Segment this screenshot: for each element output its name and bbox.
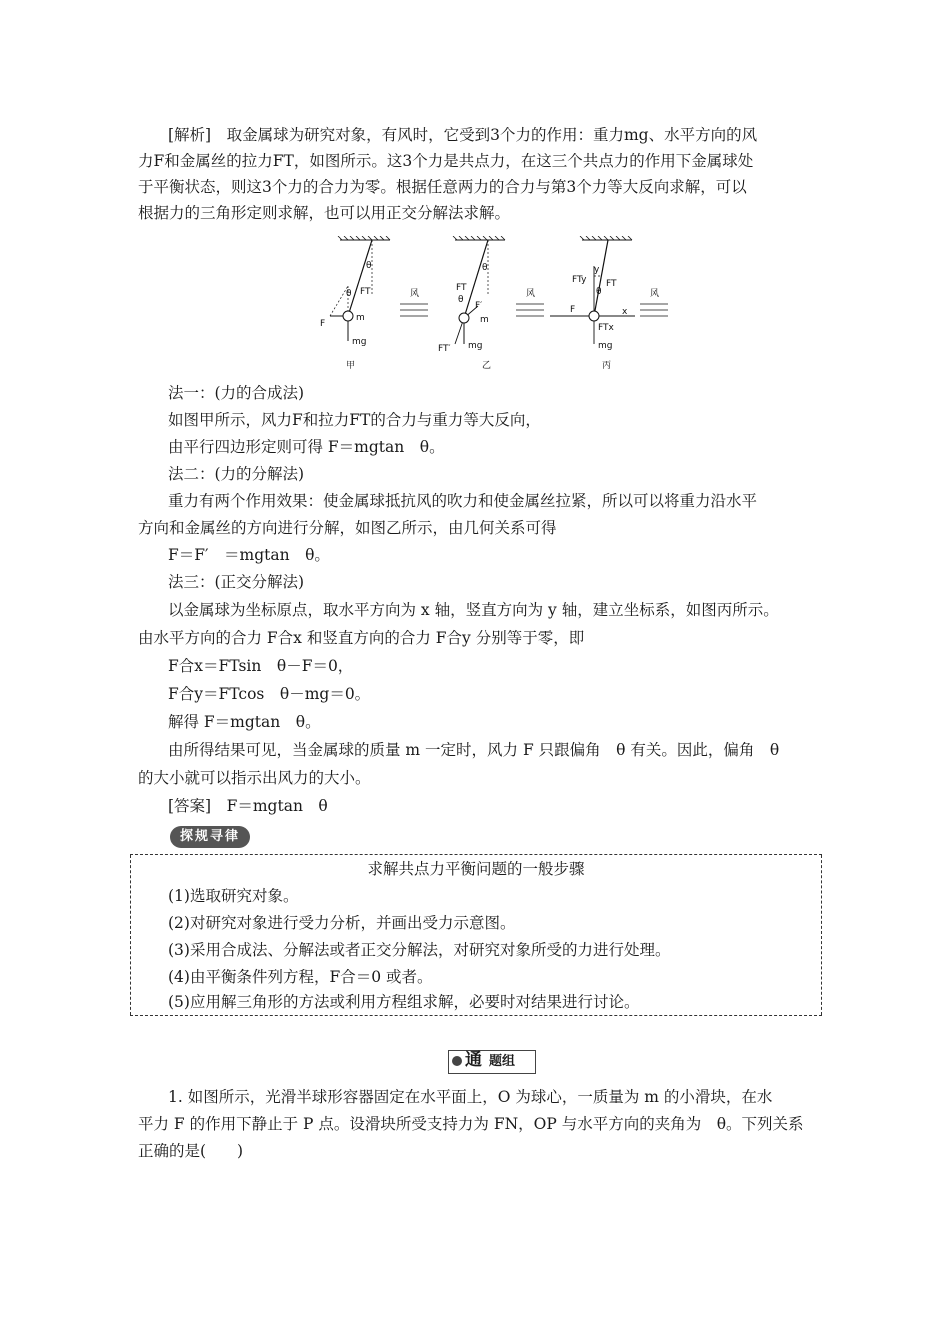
bing-theta-label: θ: [596, 287, 602, 297]
caption-jia: 甲: [346, 361, 356, 371]
method-line-5: 重力有两个作用效果：使金属球抵抗风的吹力和使金属丝拉紧，所以可以将重力沿水平: [168, 492, 758, 510]
summary-step-4: (4)由平衡条件列方程，F合＝0 或者。: [168, 968, 433, 986]
bing-y-label: y: [594, 265, 600, 275]
method-line-15: 的大小就可以指示出风力的大小。: [138, 769, 371, 787]
bing-x-label: x: [622, 307, 628, 317]
jia-theta-label-2: θ: [346, 289, 352, 299]
bing-ft-label: FT: [606, 279, 617, 289]
method-line-12: F合y＝FTcos θ－mg＝0。: [168, 685, 371, 703]
method-line-14: 由所得结果可见，当金属球的质量 m 一定时，风力 F 只跟偏角 θ 有关。因此，偏角 θ: [168, 741, 780, 759]
bing-ftx-label: FTx: [598, 323, 614, 333]
jia-mg-label: mg: [352, 337, 367, 347]
bing-fty-label: FTy: [572, 275, 587, 285]
yi-ft-prime-label: FT′: [438, 344, 451, 354]
box-right-border: [821, 855, 822, 1015]
method-line-11: F合x＝FTsin θ－F＝0，: [168, 657, 354, 675]
summary-step-5: (5)应用解三角形的方法或利用方程组求解，必要时对结果进行讨论。: [168, 993, 640, 1011]
summary-step-3: (3)采用合成法、分解法或者正交分解法，对研究对象所受的力进行处理。: [168, 941, 671, 959]
summary-box-title: 求解共点力平衡问题的一般步骤: [367, 860, 585, 878]
question-line-2: 平力 F 的作用下静止于 P 点。设滑块所受支持力为 FN，OP 与水平方向的夹角为 θ。下列关系: [138, 1115, 804, 1133]
summary-step-1: (1)选取研究对象。: [168, 887, 299, 905]
summary-step-2: (2)对研究对象进行受力分析，并画出受力示意图。: [168, 914, 516, 932]
analysis-line-2: 力F和金属丝的拉力FT，如图所示。这3个力是共点力，在这三个共点力的作用下金属球处: [138, 152, 754, 170]
yi-m-label: m: [480, 315, 489, 325]
yi-f-prime-label: F′: [475, 301, 483, 311]
method-line-3: 由平行四边形定则可得 F＝mgtan θ。: [168, 438, 445, 456]
method-line-8: 法三：(正交分解法): [168, 573, 305, 591]
question-line-3: 正确的是( ): [138, 1142, 244, 1160]
yi-theta-label: θ: [482, 263, 488, 273]
bing-mg-label: mg: [598, 341, 613, 351]
yi-theta-label-2: θ: [458, 295, 464, 305]
summary-box: [130, 854, 822, 1016]
yi-wind-label: 风: [526, 289, 536, 299]
jia-ft-label: FT: [360, 287, 371, 297]
caption-bing: 丙: [602, 361, 612, 371]
bing-wind-label: 风: [650, 289, 660, 299]
method-line-10: 由水平方向的合力 F合x 和竖直方向的合力 F合y 分别等于零，即: [138, 629, 585, 647]
yi-mg-label: mg: [468, 341, 483, 351]
jia-wind-label: 风: [410, 289, 420, 299]
diagram-jia: [320, 236, 428, 371]
jia-theta-label: θ: [366, 261, 372, 271]
method-line-7: F＝F′ ＝mgtan θ。: [168, 546, 330, 564]
tongtizu-label: [448, 1050, 536, 1074]
tongtizu-big-char: 通: [465, 1050, 482, 1070]
method-line-2: 如图甲所示，风力F和拉力FT的合力与重力等大反向，: [168, 411, 541, 429]
diagram-yi: [438, 236, 544, 371]
jia-m-label: m: [356, 313, 365, 323]
analysis-line-3: 于平衡状态，则这3个力的合力为零。根据任意两力的合力与第3个力等大反向求解，可以: [138, 178, 747, 196]
answer-line: [答案] F＝mgtan θ: [168, 797, 328, 815]
method-line-1: 法一：(力的合成法): [168, 384, 305, 402]
tongtizu-small-text: 题组: [489, 1054, 516, 1069]
method-line-4: 法二：(力的分解法): [168, 465, 305, 483]
yi-ft-label: FT: [456, 283, 467, 293]
bing-f-label: F: [570, 305, 576, 315]
force-diagram-figure: [310, 236, 690, 376]
jia-f-label: F: [320, 319, 326, 329]
tanguixunlv-badge: 探规寻律: [170, 826, 250, 848]
box-left-border: [130, 855, 131, 1015]
caption-yi: 乙: [482, 361, 492, 371]
question-line-1: 1. 如图所示，光滑半球形容器固定在水平面上，O 为球心，一质量为 m 的小滑块，在水: [168, 1088, 773, 1106]
analysis-line-4: 根据力的三角形定则求解，也可以用正交分解法求解。: [138, 204, 511, 222]
diagram-bing: [550, 236, 668, 371]
analysis-line-1: [解析] 取金属球为研究对象，有风时，它受到3个力的作用：重力mg、水平方向的风: [168, 126, 758, 144]
tongtizu-dot-icon: [452, 1056, 462, 1066]
method-line-9: 以金属球为坐标原点，取水平方向为 x 轴，竖直方向为 y 轴，建立坐标系，如图丙所示。: [168, 601, 779, 619]
method-line-13: 解得 F＝mgtan θ。: [168, 713, 321, 731]
method-line-6: 方向和金属丝的方向进行分解，如图乙所示，由几何关系可得: [138, 519, 557, 537]
